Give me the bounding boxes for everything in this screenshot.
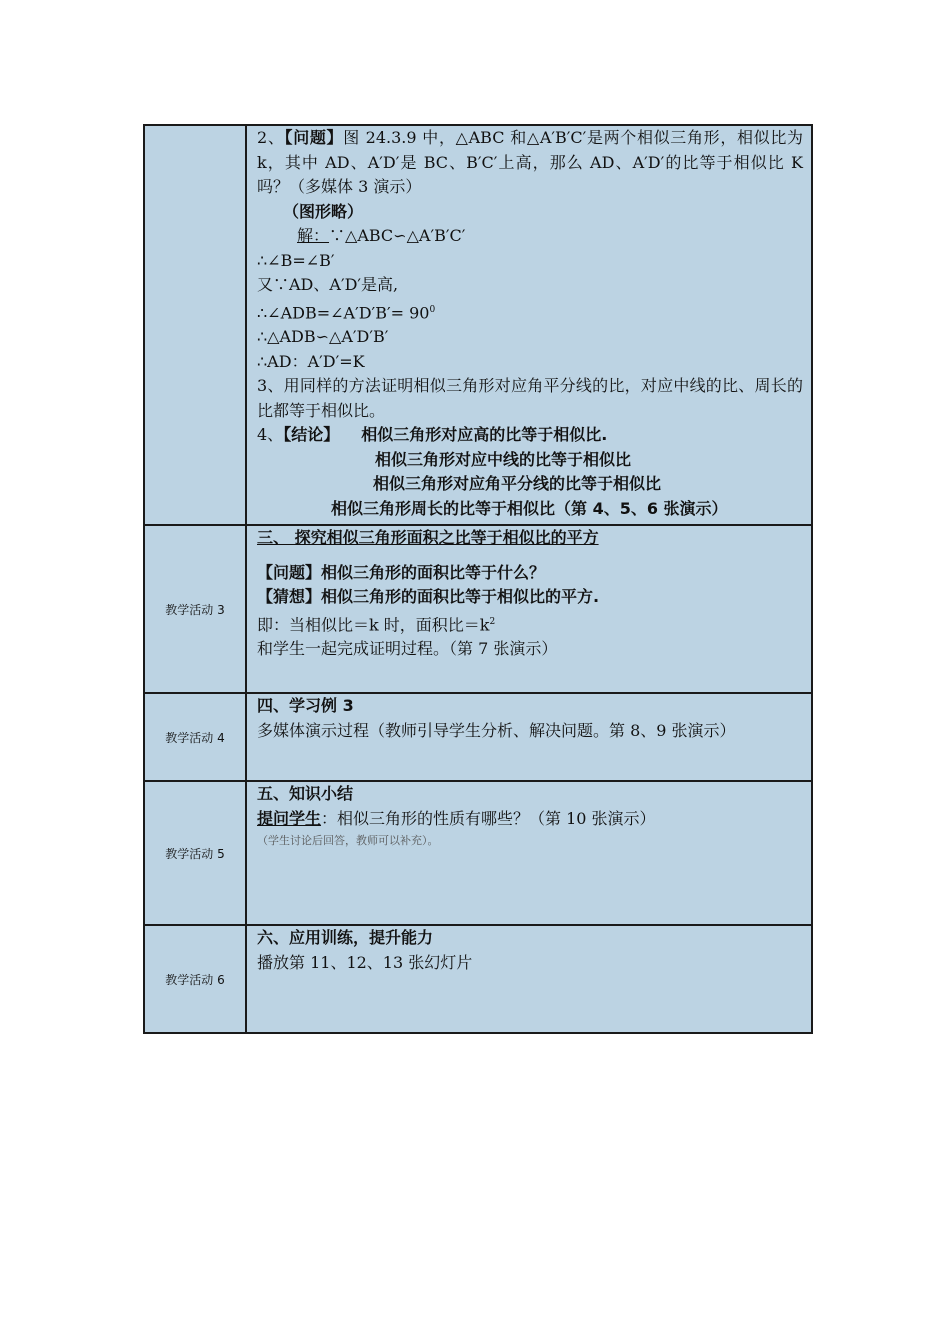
solution-line-3: 又∵AD、A′D′是高, [257,275,399,294]
item-number: 2、 [257,128,285,147]
table-row [144,781,812,925]
section-heading: 三、 探究相似三角形面积之比等于相似比的平方 [257,528,599,547]
ratio-text: 即：当相似比＝k 时，面积比＝k [257,614,490,634]
conclusion-tag: 【结论】 [283,425,340,445]
solution-text: ∵△ABC∽△A′B′C′ [329,226,466,245]
row-content [246,693,812,781]
table-row [144,925,812,1033]
conclusion-line-4: 相似三角形周长的比等于相似比（第 4、5、6 张演示） [331,498,728,518]
row-label [144,125,246,525]
row-content [246,525,812,693]
row-content [246,925,812,1033]
ratio-line [257,610,803,638]
solution-line-5: ∴△ADB∽△A′D′B′ [257,327,389,347]
section-heading: 六、应用训练，提升能力 [257,928,434,947]
solution-line-2: ∴∠B=∠B′ [257,250,335,270]
section-text: 多媒体演示过程（教师引导学生分析、解决问题。第 8、9 张演示） [257,720,736,740]
row-label: 教学活动 5 [144,781,246,925]
conclusion-line-1 [257,423,803,448]
ask-line [257,807,803,832]
solution-label: 解： [297,226,330,245]
table-row [144,525,812,693]
row-content [246,781,812,925]
figure-note: （图形略） [283,201,364,221]
ask-label: 提问学生 [257,808,322,828]
conclusion-line-3: 相似三角形对应角平分线的比等于相似比 [373,474,662,494]
proof-line: 和学生一起完成证明过程。（第 7 张演示） [257,639,558,659]
row-label: 教学活动 6 [144,925,246,1033]
conclusion-text: 相似三角形对应高的比等于相似比. [361,425,608,445]
solution-line-6: ∴AD：A′D′=K [257,351,365,371]
discussion-note: （学生讨论后回答，教师可以补充）。 [257,834,439,847]
row-label: 教学活动 3 [144,525,246,693]
lesson-plan-table [143,124,813,1034]
degree-superscript: 0 [429,304,436,315]
table-row [144,125,812,525]
method-paragraph: 3、用同样的方法证明相似三角形对应角平分线的比，对应中线的比、周长的比都等于相似比。 [257,376,803,420]
section-heading: 五、知识小结 [257,784,354,803]
section-heading: 四、学习例 3 [257,696,354,715]
item-number: 4、 [257,425,284,445]
solution-text: ∴∠ADB=∠A′D′B′= 90 [257,302,430,322]
solution-line-4 [257,298,803,326]
section-text: 播放第 11、12、13 张幻灯片 [257,952,473,972]
exponent-superscript: 2 [489,616,496,627]
row-content [246,125,812,525]
question-line: 【问题】相似三角形的面积比等于什么？ [257,562,546,582]
row-label: 教学活动 4 [144,693,246,781]
problem-paragraph [257,126,803,200]
conjecture-line: 【猜想】相似三角形的面积比等于相似比的平方. [257,587,600,606]
table-row [144,693,812,781]
problem-text: 图 24.3.9 中，△ABC 和△A′B′C′是两个相似三角形，相似比为 k，其中 AD、A′D′是 BC、B′C′上高，那么 AD、A′D′的比等于相似比 K 吗？（多媒体 3 演示） [257,128,803,196]
conclusion-line-2: 相似三角形对应中线的比等于相似比 [375,449,632,469]
solution-line-1 [257,224,803,249]
ask-text: ：相似三角形的性质有哪些？（第 10 张演示） [321,808,656,828]
problem-tag: 【问题】 [284,128,344,147]
